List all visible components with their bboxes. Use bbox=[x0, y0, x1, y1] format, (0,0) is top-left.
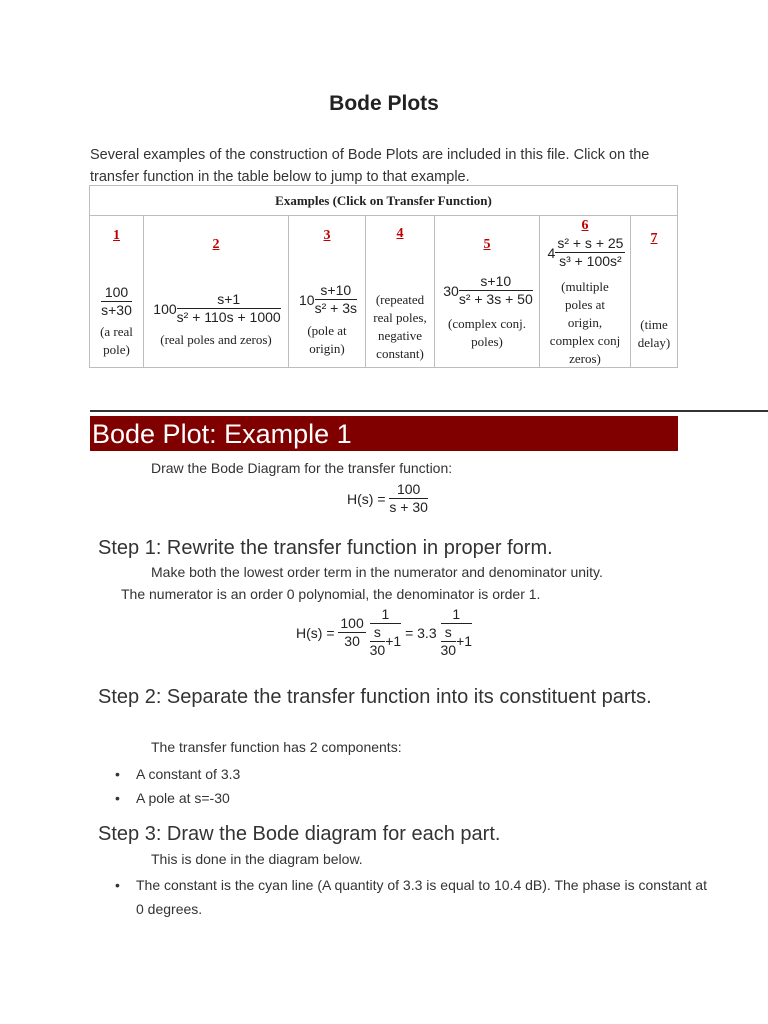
denominator: 30 bbox=[440, 642, 457, 658]
examples-table bbox=[89, 185, 678, 368]
page-title: Bode Plots bbox=[329, 92, 439, 115]
examples-table-header: Examples (Click on Transfer Function) bbox=[90, 186, 678, 216]
numerator: 100 bbox=[340, 615, 364, 631]
step-3-heading: Step 3: Draw the Bode diagram for each part. bbox=[98, 823, 501, 845]
example-link-1[interactable]: 1 bbox=[113, 228, 120, 243]
example-link-5[interactable]: 5 bbox=[483, 237, 491, 252]
denominator: 30 bbox=[344, 633, 360, 649]
denominator: s² + 3s bbox=[314, 300, 357, 316]
example-cell-5[interactable] bbox=[435, 216, 540, 368]
fraction bbox=[177, 291, 281, 326]
example-desc-6: (multiple poles at origin, complex conj zeros) bbox=[549, 279, 621, 366]
step-3-bullet-list bbox=[91, 873, 711, 921]
equation-lhs: H(s) = bbox=[347, 490, 386, 507]
fraction bbox=[441, 606, 473, 659]
list-item: • The constant is the cyan line (A quantity of 3.3 is equal to 10.4 dB). The phase is constant at 0 degrees. bbox=[91, 873, 711, 921]
equation-2 bbox=[296, 606, 472, 659]
example-link-2[interactable]: 2 bbox=[212, 237, 220, 252]
example-desc-5: (complex conj. poles) bbox=[448, 316, 526, 349]
list-item: • A constant of 3.3 bbox=[91, 762, 240, 786]
equation-lhs: H(s) = bbox=[296, 624, 335, 641]
example-desc-7[interactable]: (time delay) bbox=[637, 317, 671, 350]
example-link-3[interactable]: 3 bbox=[323, 228, 331, 243]
step-2-bullet-list bbox=[91, 762, 240, 810]
example-cell-7[interactable] bbox=[631, 216, 678, 368]
example-cell-6[interactable] bbox=[540, 216, 631, 368]
numerator: s bbox=[370, 624, 386, 642]
fraction bbox=[370, 606, 402, 659]
list-item: • A pole at s=-30 bbox=[91, 786, 240, 810]
numerator: s bbox=[441, 624, 457, 642]
step-1-line-1: Make both the lowest order term in the numerator and denominator unity. bbox=[151, 564, 603, 580]
step-2-line-1: The transfer function has 2 components: bbox=[151, 739, 402, 755]
section-divider bbox=[90, 410, 768, 412]
coefficient: 30 bbox=[443, 282, 459, 299]
example-desc-2: (real poles and zeros) bbox=[160, 332, 272, 347]
example-desc-1: (a real pole) bbox=[100, 324, 133, 357]
example-tf-6[interactable] bbox=[543, 235, 630, 270]
example-link-4[interactable]: 4 bbox=[396, 226, 404, 241]
numerator: s+10 bbox=[315, 282, 357, 300]
denominator: s² + 3s + 50 bbox=[458, 291, 533, 307]
example-tf-3[interactable] bbox=[291, 282, 365, 317]
fraction bbox=[338, 615, 365, 650]
example-desc-3: (pole at origin) bbox=[307, 323, 347, 356]
nested-fraction bbox=[370, 624, 386, 659]
numerator: 1 bbox=[441, 606, 473, 624]
draw-instruction: Draw the Bode Diagram for the transfer function: bbox=[151, 460, 453, 476]
numerator: s+10 bbox=[459, 273, 533, 291]
denominator bbox=[441, 624, 473, 659]
numerator: 1 bbox=[370, 606, 402, 624]
fraction bbox=[555, 235, 625, 270]
example-cell-2[interactable] bbox=[144, 216, 289, 368]
denominator: s+30 bbox=[101, 302, 132, 318]
fraction bbox=[459, 273, 533, 308]
example-cell-4[interactable] bbox=[366, 216, 435, 368]
numerator: s+1 bbox=[177, 291, 281, 309]
denominator: s + 30 bbox=[389, 499, 428, 515]
example-tf-2[interactable] bbox=[146, 291, 288, 326]
example-tf-5[interactable] bbox=[437, 273, 539, 308]
step-3-line-1: This is done in the diagram below. bbox=[151, 851, 363, 867]
coefficient: 100 bbox=[153, 300, 177, 317]
example-tf-1[interactable] bbox=[90, 284, 143, 319]
numerator: 100 bbox=[101, 284, 132, 302]
numerator: s² + s + 25 bbox=[557, 235, 624, 251]
coefficient: 10 bbox=[299, 291, 315, 308]
denominator bbox=[370, 624, 402, 659]
step-1-heading: Step 1: Rewrite the transfer function in proper form. bbox=[98, 537, 553, 559]
section-banner: Bode Plot: Example 1 bbox=[90, 416, 678, 451]
example-cell-1[interactable] bbox=[90, 216, 144, 368]
denominator: s³ + 100s² bbox=[559, 253, 622, 269]
plus-one: +1 bbox=[456, 633, 473, 649]
intro-paragraph: Several examples of the construction of Bode Plots are included in this file. Click on the transfer function in the table below to jump to that example. bbox=[90, 147, 650, 185]
example-link-6[interactable]: 6 bbox=[581, 218, 589, 233]
example-cell-3[interactable] bbox=[289, 216, 366, 368]
numerator: 100 bbox=[389, 481, 428, 499]
fraction bbox=[389, 481, 428, 516]
fraction bbox=[315, 282, 357, 317]
example-desc-4[interactable]: (repeated real poles, negative constant) bbox=[373, 292, 427, 361]
nested-fraction bbox=[441, 624, 457, 659]
step-2-heading: Step 2: Separate the transfer function into its constituent parts. bbox=[98, 686, 652, 708]
step-1-line-2: The numerator is an order 0 polynomial, the denominator is order 1. bbox=[121, 586, 541, 602]
fraction bbox=[101, 284, 132, 319]
denominator: s² + 110s + 1000 bbox=[176, 309, 281, 325]
denominator: 30 bbox=[369, 642, 386, 658]
plus-one: +1 bbox=[385, 633, 402, 649]
example-link-7[interactable]: 7 bbox=[650, 231, 658, 246]
equation-1 bbox=[347, 481, 428, 516]
coefficient: 4 bbox=[547, 244, 556, 261]
equals-coefficient: = 3.3 bbox=[405, 624, 437, 641]
